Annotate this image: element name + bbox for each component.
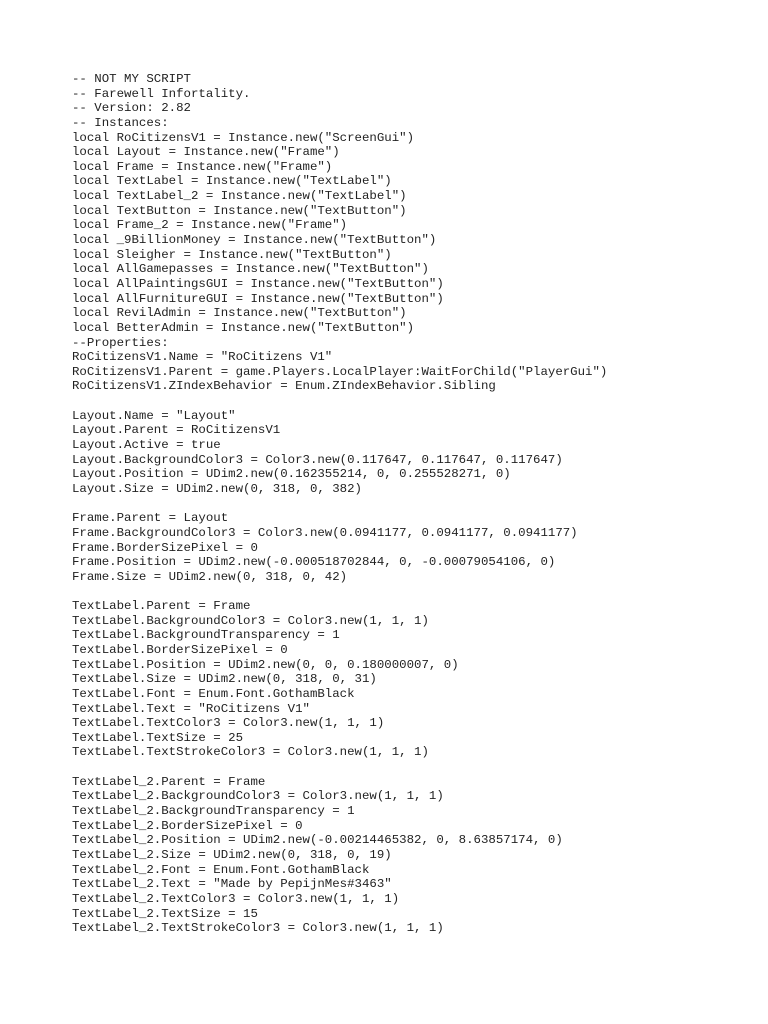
code-line: -- Version: 2.82 bbox=[72, 101, 191, 116]
code-line: Layout.Active = true bbox=[72, 438, 221, 453]
code-line: TextLabel.TextStrokeColor3 = Color3.new(1, 1, 1) bbox=[72, 745, 429, 760]
code-line bbox=[72, 760, 752, 775]
code-line: TextLabel.Font = Enum.Font.GothamBlack bbox=[72, 686, 355, 701]
code-line: TextLabel_2.BackgroundTransparency = 1 bbox=[72, 804, 355, 819]
code-line: TextLabel_2.TextColor3 = Color3.new(1, 1, 1) bbox=[72, 891, 400, 906]
code-line: -- NOT MY SCRIPT bbox=[72, 72, 191, 86]
code-line: TextLabel.Position = UDim2.new(0, 0, 0.180000007, 0) bbox=[72, 657, 459, 672]
code-line: --Properties: bbox=[72, 335, 169, 350]
code-line: TextLabel.BackgroundTransparency = 1 bbox=[72, 628, 340, 643]
code-line: Layout.BackgroundColor3 = Color3.new(0.117647, 0.117647, 0.117647) bbox=[72, 452, 563, 467]
code-line: Frame.Parent = Layout bbox=[72, 511, 229, 526]
code-line: -- Instances: bbox=[72, 115, 169, 130]
code-line: TextLabel_2.Position = UDim2.new(-0.00214465382, 0, 8.63857174, 0) bbox=[72, 833, 563, 848]
code-line: TextLabel_2.Parent = Frame bbox=[72, 774, 266, 789]
code-line: TextLabel.Size = UDim2.new(0, 318, 0, 31) bbox=[72, 672, 377, 687]
code-line: TextLabel.TextSize = 25 bbox=[72, 730, 244, 745]
code-line: local AllFurnitureGUI = Instance.new("TextButton") bbox=[72, 291, 444, 306]
code-line: RoCitizensV1.Parent = game.Players.LocalPlayer:WaitForChild("PlayerGui") bbox=[72, 364, 608, 379]
code-line: RoCitizensV1.Name = "RoCitizens V1" bbox=[72, 350, 333, 365]
code-line: Frame.Position = UDim2.new(-0.000518702844, 0, -0.00079054106, 0) bbox=[72, 555, 556, 570]
code-line: TextLabel_2.TextStrokeColor3 = Color3.new(1, 1, 1) bbox=[72, 921, 444, 936]
code-line: TextLabel.Text = "RoCitizens V1" bbox=[72, 701, 310, 716]
code-line: Layout.Size = UDim2.new(0, 318, 0, 382) bbox=[72, 481, 362, 496]
code-line: local RoCitizensV1 = Instance.new("ScreenGui") bbox=[72, 130, 415, 145]
code-line: local TextButton = Instance.new("TextButton") bbox=[72, 203, 407, 218]
code-line: Layout.Position = UDim2.new(0.162355214, 0, 0.255528271, 0) bbox=[72, 467, 511, 482]
code-line: RoCitizensV1.ZIndexBehavior = Enum.ZIndexBehavior.Sibling bbox=[72, 379, 496, 394]
code-block bbox=[72, 72, 752, 936]
code-line: TextLabel.BorderSizePixel = 0 bbox=[72, 642, 288, 657]
code-line: Layout.Name = "Layout" bbox=[72, 408, 236, 423]
code-line bbox=[72, 394, 752, 409]
code-line: local Layout = Instance.new("Frame") bbox=[72, 145, 340, 160]
code-line: Frame.BorderSizePixel = 0 bbox=[72, 540, 258, 555]
code-line: TextLabel_2.BackgroundColor3 = Color3.new(1, 1, 1) bbox=[72, 789, 444, 804]
code-line: local _9BillionMoney = Instance.new("TextButton") bbox=[72, 233, 437, 248]
code-line: local Frame_2 = Instance.new("Frame") bbox=[72, 218, 348, 233]
code-line: local RevilAdmin = Instance.new("TextButton") bbox=[72, 306, 407, 321]
code-line: local Frame = Instance.new("Frame") bbox=[72, 159, 333, 174]
code-line: local Sleigher = Instance.new("TextButton") bbox=[72, 247, 392, 262]
code-line: TextLabel.BackgroundColor3 = Color3.new(1, 1, 1) bbox=[72, 613, 429, 628]
code-line: Frame.BackgroundColor3 = Color3.new(0.0941177, 0.0941177, 0.0941177) bbox=[72, 525, 578, 540]
code-line: TextLabel_2.Font = Enum.Font.GothamBlack bbox=[72, 862, 370, 877]
code-line: Frame.Size = UDim2.new(0, 318, 0, 42) bbox=[72, 569, 348, 584]
code-line: local AllGamepasses = Instance.new("TextButton") bbox=[72, 262, 429, 277]
code-line: TextLabel.Parent = Frame bbox=[72, 599, 251, 614]
code-line: local TextLabel = Instance.new("TextLabel") bbox=[72, 174, 392, 189]
code-line bbox=[72, 497, 752, 512]
code-line: Layout.Parent = RoCitizensV1 bbox=[72, 423, 281, 438]
code-line: -- Farewell Infortality. bbox=[72, 86, 251, 101]
code-line bbox=[72, 584, 752, 599]
code-line: TextLabel_2.Size = UDim2.new(0, 318, 0, 19) bbox=[72, 847, 392, 862]
code-line: local BetterAdmin = Instance.new("TextButton") bbox=[72, 320, 415, 335]
code-line: TextLabel_2.BorderSizePixel = 0 bbox=[72, 818, 303, 833]
code-line: local TextLabel_2 = Instance.new("TextLabel") bbox=[72, 189, 407, 204]
code-line: local AllPaintingsGUI = Instance.new("TextButton") bbox=[72, 276, 444, 291]
code-line: TextLabel_2.Text = "Made by PepijnMes#3463" bbox=[72, 877, 392, 892]
code-line: TextLabel.TextColor3 = Color3.new(1, 1, 1) bbox=[72, 716, 385, 731]
code-line: TextLabel_2.TextSize = 15 bbox=[72, 906, 258, 921]
